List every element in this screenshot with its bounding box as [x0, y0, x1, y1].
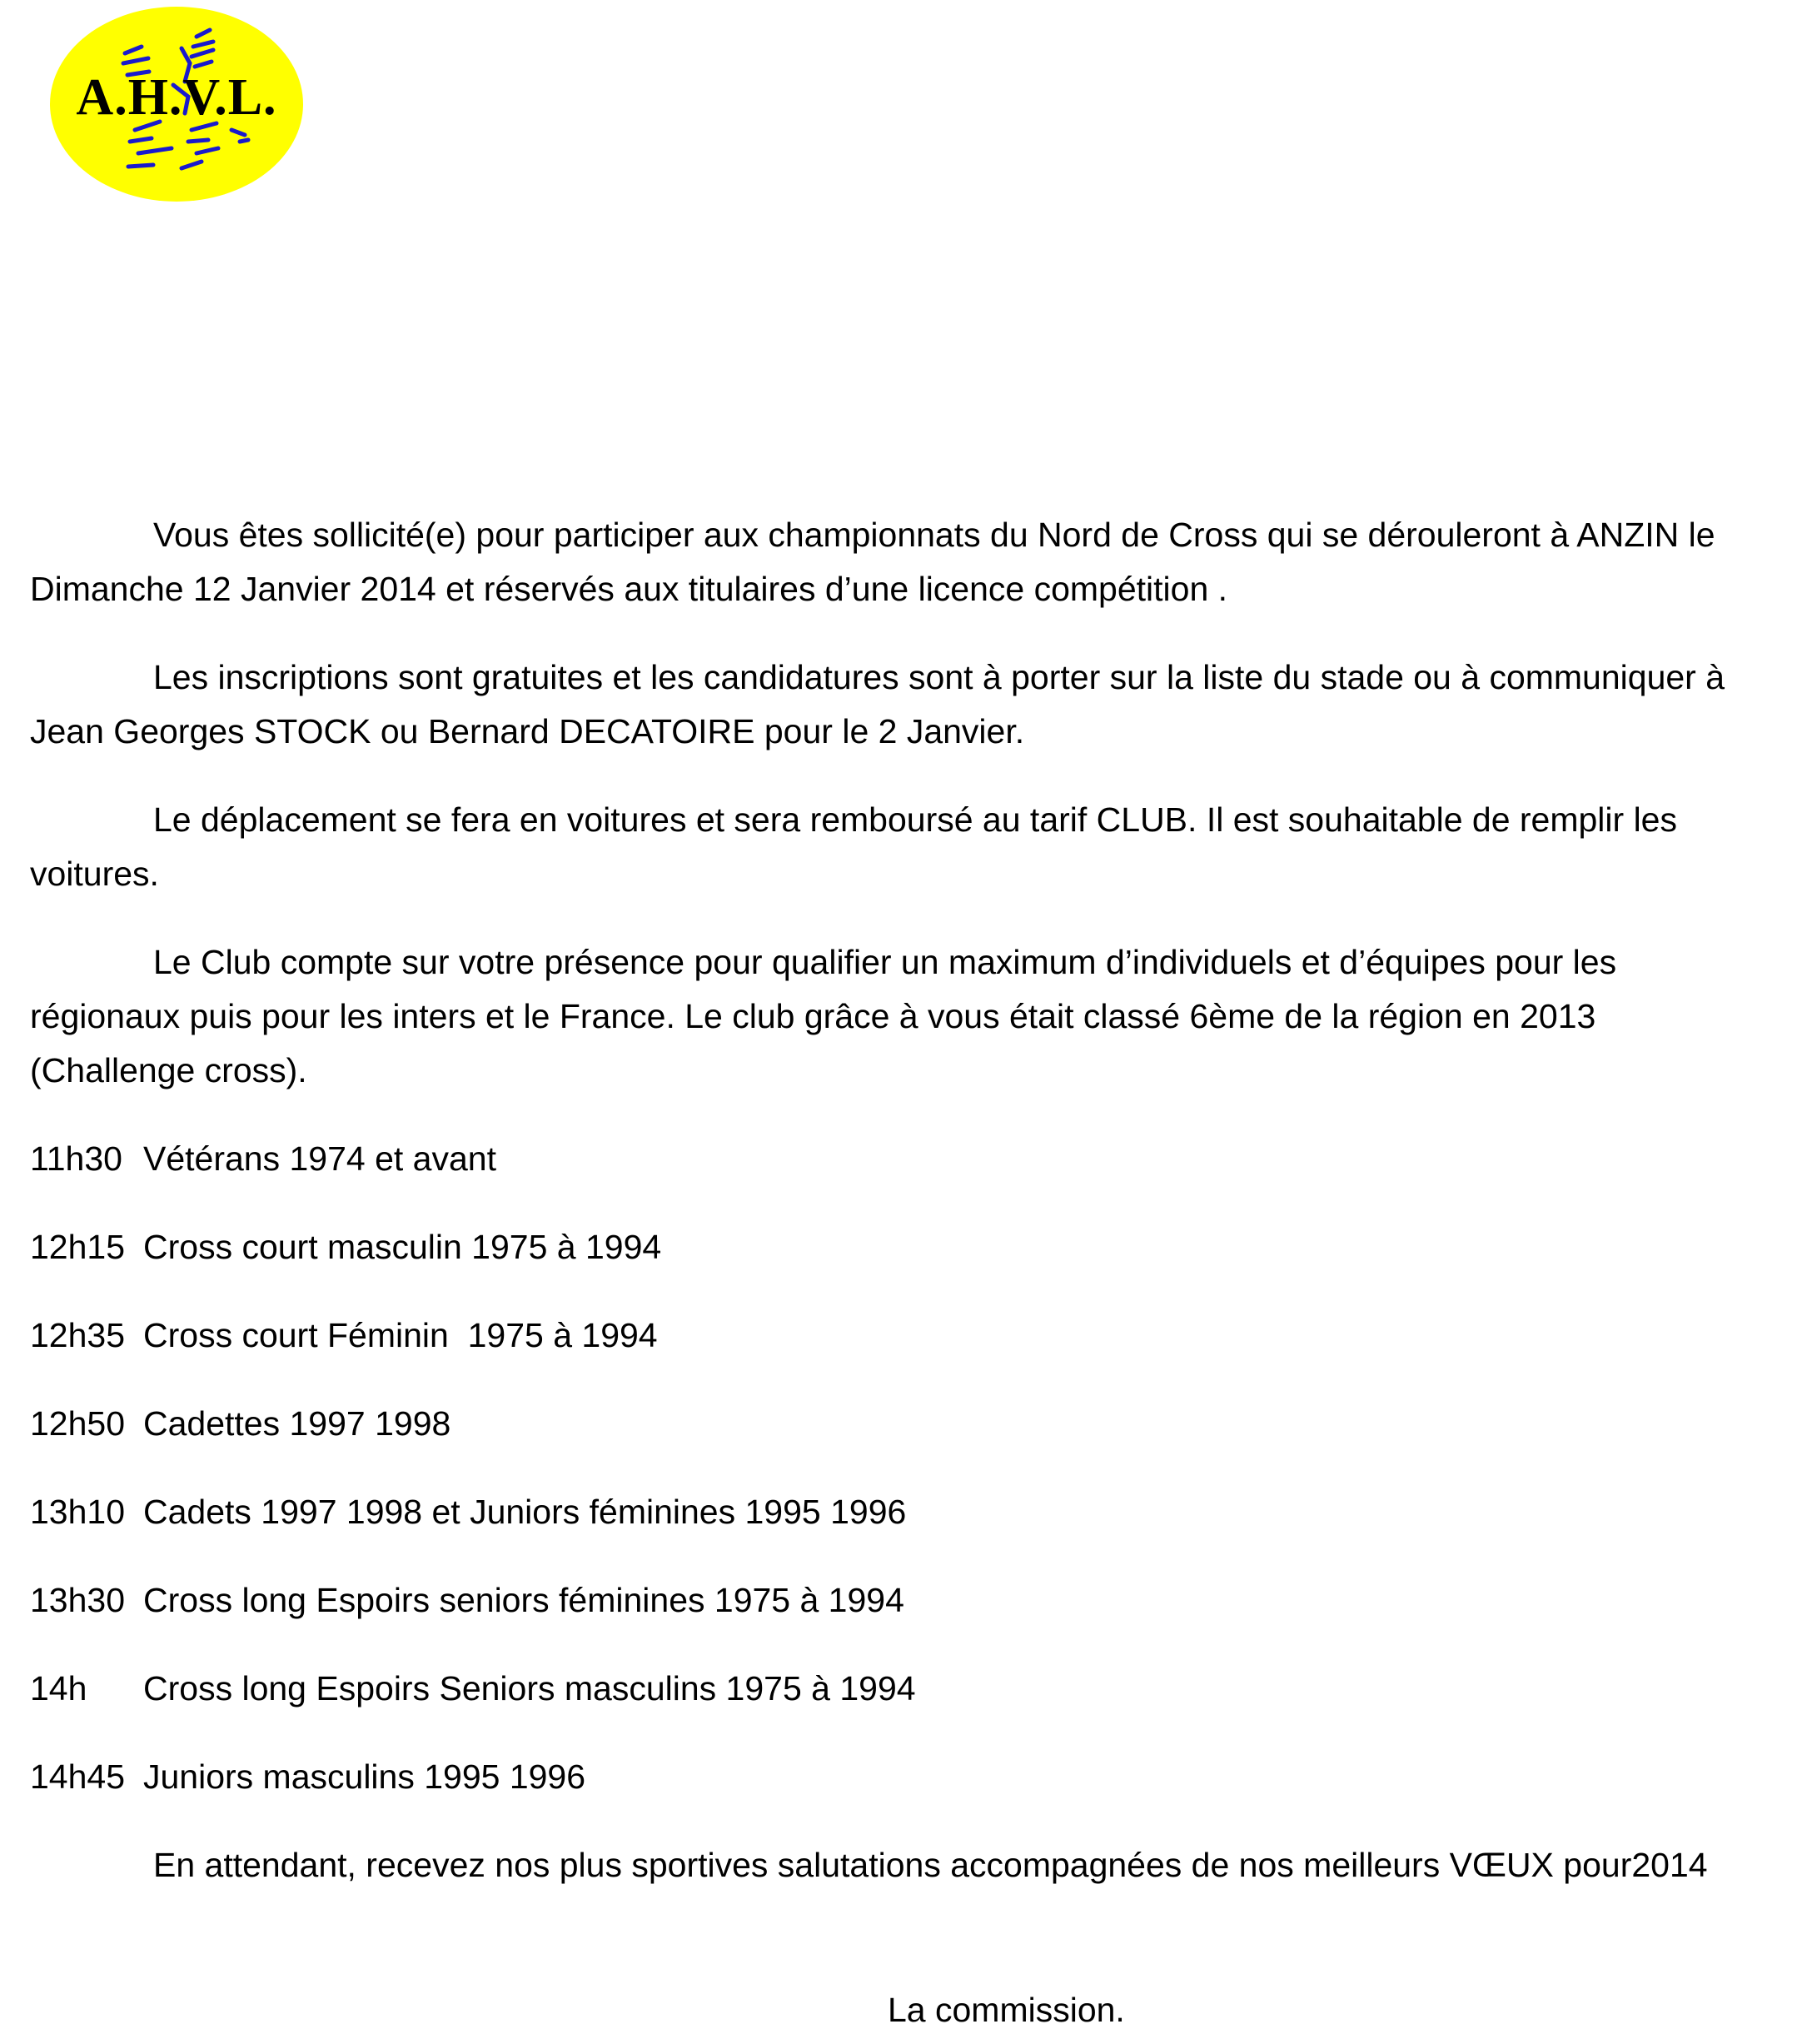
schedule-time: 14h [30, 1669, 87, 1707]
schedule-time: 12h50 [30, 1404, 126, 1443]
schedule-event: Cadets 1997 1998 et Juniors féminines 1995 1996 [143, 1493, 907, 1531]
schedule-item [30, 1397, 1729, 1451]
schedule-item [30, 1309, 1729, 1363]
closing-paragraph: En attendant, recevez nos plus sportives salutations accompagnées de nos meilleurs VŒUX pour2014 [153, 1846, 1708, 1884]
signature: La commission. [888, 1991, 1125, 2029]
letter-body [30, 508, 1729, 1927]
schedule-event: Vétérans 1974 et avant [143, 1139, 496, 1178]
schedule-event: Cross long Espoirs Seniors masculins 1975 à 1994 [143, 1669, 916, 1707]
intro-paragraph: Vous êtes sollicité(e) pour participer aux championnats du Nord de Cross qui se dérouleront à ANZIN le Dimanche 12 Janvier 2014 et réservés aux titulaires d’une licence compétition . [30, 516, 1715, 608]
schedule-item [30, 1662, 1729, 1716]
schedule-event: Cross long Espoirs seniors féminines 1975 à 1994 [143, 1581, 904, 1619]
schedule-item [30, 1220, 1729, 1274]
schedule-event: Cross court Féminin 1975 à 1994 [143, 1316, 658, 1354]
intro-paragraph: Le Club compte sur votre présence pour qualifier un maximum d’individuels et d’équipes pour les régionaux puis pour les inters et le France. Le club grâce à vous était classé 6ème de la région en 2013 (Challenge cross). [30, 943, 1617, 1089]
schedule-event: Cadettes 1997 1998 [143, 1404, 451, 1443]
schedule-item [30, 1573, 1729, 1628]
schedule-item [30, 1485, 1729, 1539]
intro-paragraph: Le déplacement se fera en voitures et sera remboursé au tarif CLUB. Il est souhaitable de remplir les voitures. [30, 800, 1677, 893]
club-logo [48, 5, 305, 203]
schedule-time: 12h35 [30, 1316, 126, 1354]
schedule-event: Cross court masculin 1975 à 1994 [143, 1228, 662, 1266]
schedule-time: 13h30 [30, 1581, 126, 1619]
schedule-item [30, 1132, 1729, 1186]
schedule-time: 14h45 [30, 1757, 126, 1796]
logo-text: A.H.V.L. [76, 69, 277, 126]
schedule-time: 13h10 [30, 1493, 126, 1531]
schedule-event: Juniors masculins 1995 1996 [143, 1757, 586, 1796]
schedule-time: 11h30 [30, 1139, 122, 1178]
schedule-item [30, 1750, 1729, 1804]
schedule-time: 12h15 [30, 1228, 126, 1266]
intro-paragraph: Les inscriptions sont gratuites et les candidatures sont à porter sur la liste du stade ou à communiquer à Jean Georges STOCK ou Bernard DECATOIRE pour le 2 Janvier. [30, 658, 1725, 750]
